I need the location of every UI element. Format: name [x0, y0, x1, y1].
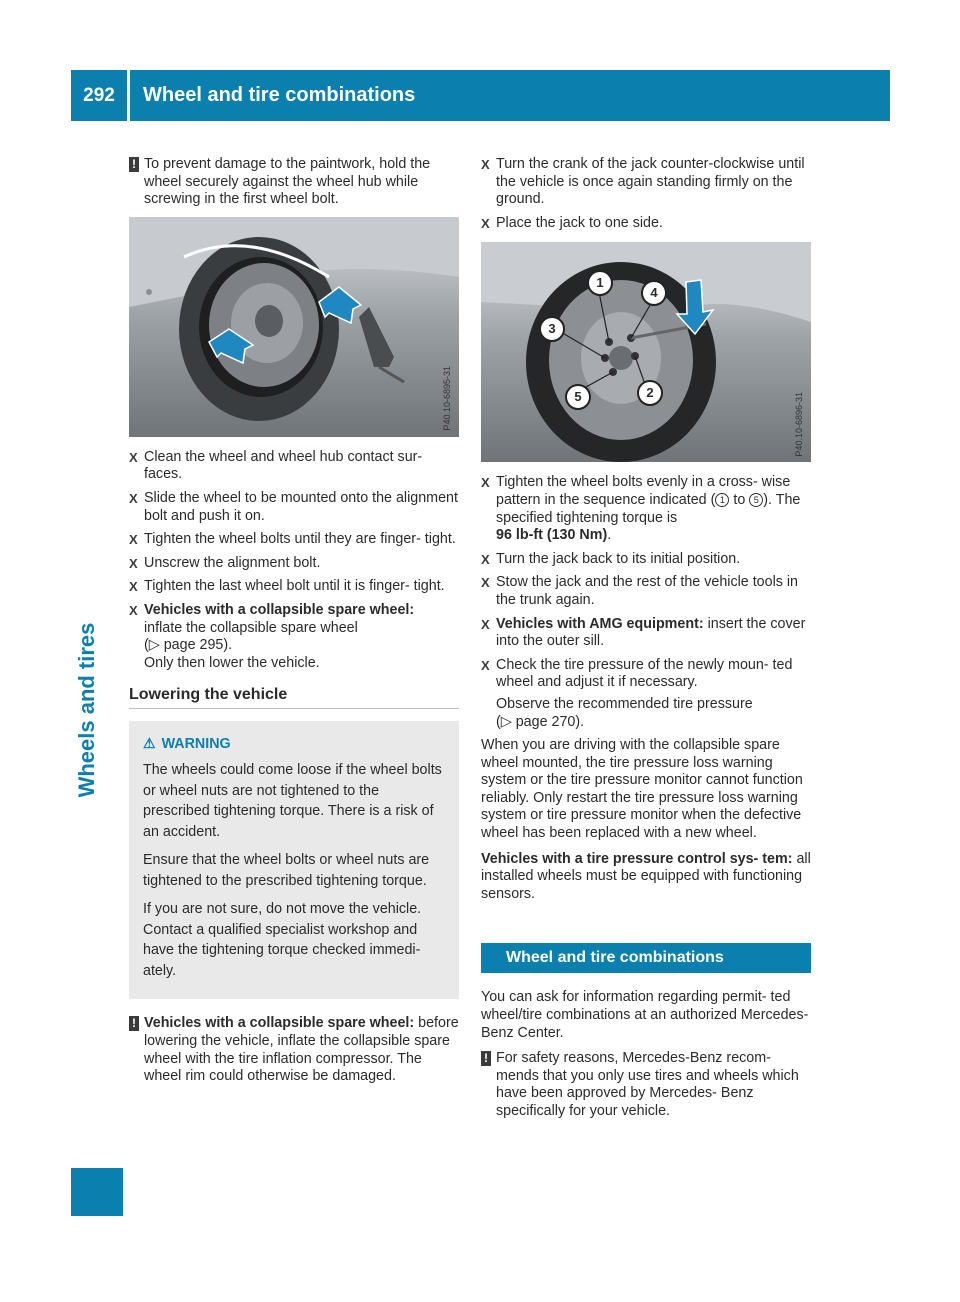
- warning-heading: [143, 733, 445, 755]
- arrow-icon: X: [481, 157, 490, 172]
- callout-1: 1: [587, 270, 613, 296]
- torque-value: 96 lb-ft (130 Nm): [496, 527, 608, 544]
- note-bold-lead: Vehicles with a collapsible spare wheel:: [144, 1015, 415, 1032]
- warning-title: WARNING: [161, 735, 231, 752]
- bolt-sequence-image: [481, 242, 811, 462]
- step-item: [481, 474, 811, 544]
- step-text: Tighten the wheel bolts until they are finger- tight.: [144, 531, 456, 548]
- step-item: [129, 531, 459, 549]
- step-text: to: [733, 491, 746, 508]
- body-paragraph: [481, 851, 811, 904]
- arrow-icon: X: [129, 602, 138, 618]
- left-column: [129, 156, 459, 1094]
- arrow-icon: X: [481, 475, 490, 491]
- callout-4: 4: [641, 280, 667, 306]
- circled-number: 1: [715, 493, 729, 507]
- page-title: Wheel and tire combinations: [143, 84, 416, 106]
- bolt-sequence-illustration: [481, 242, 811, 462]
- image-code: P40.10-6895-31: [442, 366, 453, 431]
- step-item: [129, 490, 459, 525]
- arrow-icon: X: [129, 490, 138, 506]
- step-text: Turn the crank of the jack counter-clockwise until the vehicle is once again standing firmly on the ground.: [496, 156, 805, 208]
- step-bold-lead: Vehicles with a collapsible spare wheel:: [144, 601, 415, 618]
- step-text: insert the cover into the outer sill.: [496, 615, 806, 650]
- step-subtext: [496, 696, 811, 731]
- arrow-icon: X: [129, 579, 138, 595]
- header-divider: [127, 70, 130, 121]
- step-item: [481, 616, 811, 651]
- exclamation-icon: !: [129, 1016, 139, 1031]
- note-text: For safety reasons, Mercedes-Benz recom- mends that you only use tires and wheels which have been approved by Mercedes- Benz specifically for your vehicle.: [496, 1050, 799, 1119]
- side-tab-label: Wheels and tires: [74, 622, 99, 798]
- warning-box: [129, 721, 459, 1000]
- step-text: Observe the recommended tire pressure: [496, 695, 753, 712]
- callout-2: 2: [637, 380, 663, 406]
- caution-note: [481, 1050, 811, 1120]
- step-item: [481, 215, 811, 233]
- step-text: inflate the collapsible spare wheel: [144, 619, 358, 636]
- step-text: ). The specified tightening torque is: [496, 491, 801, 526]
- step-item: [129, 578, 459, 596]
- step-item: [129, 449, 459, 484]
- step-text: Turn the jack back to its initial position.: [496, 550, 741, 567]
- exclamation-icon: !: [129, 157, 139, 172]
- wheel-mounting-illustration: [129, 217, 459, 437]
- step-text: Slide the wheel to be mounted onto the alignment bolt and push it on.: [144, 489, 458, 524]
- warning-triangle-icon: ⚠: [143, 734, 156, 751]
- page-reference: (▷ page 295).: [144, 637, 233, 654]
- body-paragraph: When you are driving with the collapsible spare wheel mounted, the tire pressure loss warning system or the tire pressure monitor cannot function reliably. Only restart the tire pressure loss warning system or tire pressure monitor when the defective wheel has been replaced with a new wheel.: [481, 737, 803, 842]
- arrow-icon: X: [481, 657, 490, 673]
- step-text: Clean the wheel and wheel hub contact sur- faces.: [144, 448, 423, 483]
- page-reference: (▷ page 270).: [496, 713, 585, 730]
- step-item: [129, 602, 459, 672]
- step-item: [481, 156, 811, 209]
- right-column: [481, 156, 811, 1129]
- step-text: Only then lower the vehicle.: [144, 654, 320, 671]
- arrow-icon: X: [129, 449, 138, 465]
- step-item: [481, 657, 811, 731]
- step-text: Tighten the last wheel bolt until it is finger- tight.: [144, 578, 445, 595]
- section-heading: Lowering the vehicle: [129, 686, 459, 709]
- body-paragraph: You can ask for information regarding permit- ted wheel/tire combinations at an authorized Mercedes-Benz Center.: [481, 989, 809, 1041]
- step-item: [481, 551, 811, 569]
- section-bar: Wheel and tire combinations: [481, 943, 811, 973]
- exclamation-icon: !: [481, 1051, 491, 1066]
- step-text: .: [607, 527, 612, 544]
- note-text: before lowering the vehicle, inflate the collapsible spare wheel with the tire inflation compressor. The wheel rim could otherwise be damaged.: [144, 1015, 459, 1085]
- callout-5: 5: [565, 384, 591, 410]
- circled-number: 5: [749, 493, 763, 507]
- warning-paragraph: The wheels could come loose if the wheel bolts or wheel nuts are not tightened to the prescribed tightening torque. There is a risk of an accident.: [143, 762, 442, 840]
- arrow-icon: X: [129, 532, 138, 548]
- side-tab-block: [71, 1168, 123, 1216]
- step-text: Unscrew the alignment bolt.: [144, 554, 321, 571]
- arrow-icon: X: [129, 555, 138, 571]
- caution-note: [129, 1015, 459, 1085]
- step-text: Tighten the wheel bolts evenly in a cross- wise pattern in the sequence indicated (: [496, 474, 791, 508]
- callout-3: 3: [539, 316, 565, 342]
- step-text: Stow the jack and the rest of the vehicle tools in the trunk again.: [496, 574, 798, 608]
- paragraph-bold-lead: Vehicles with a tire pressure control sys- tem:: [481, 850, 793, 867]
- step-text: Place the jack to one side.: [496, 214, 663, 231]
- step-text: Check the tire pressure of the newly moun- ted wheel and adjust it if necessary.: [496, 656, 793, 691]
- step-item: [129, 555, 459, 573]
- page-number: 292: [83, 85, 115, 106]
- step-item: [481, 574, 811, 609]
- caution-note-text: To prevent damage to the paintwork, hold the wheel securely against the wheel hub while screwing in the first wheel bolt.: [144, 156, 431, 208]
- warning-paragraph: Ensure that the wheel bolts or wheel nuts are tightened to the prescribed tightening torque.: [143, 852, 430, 889]
- image-code: P40.10-6896-31: [794, 391, 805, 457]
- warning-paragraph: If you are not sure, do not move the vehicle. Contact a qualified specialist workshop and have the tightening torque checked immedi- ately.: [143, 901, 422, 979]
- arrow-icon: X: [481, 551, 490, 567]
- arrow-icon: X: [481, 575, 490, 591]
- arrow-icon: X: [481, 215, 490, 231]
- page-header: [71, 70, 890, 121]
- arrow-icon: X: [481, 616, 490, 632]
- caution-note: [129, 156, 459, 209]
- wheel-mounting-image: [129, 217, 459, 437]
- step-bold-lead: Vehicles with AMG equipment:: [496, 615, 704, 632]
- paragraph-text: all installed wheels must be equipped with functioning sensors.: [481, 850, 811, 902]
